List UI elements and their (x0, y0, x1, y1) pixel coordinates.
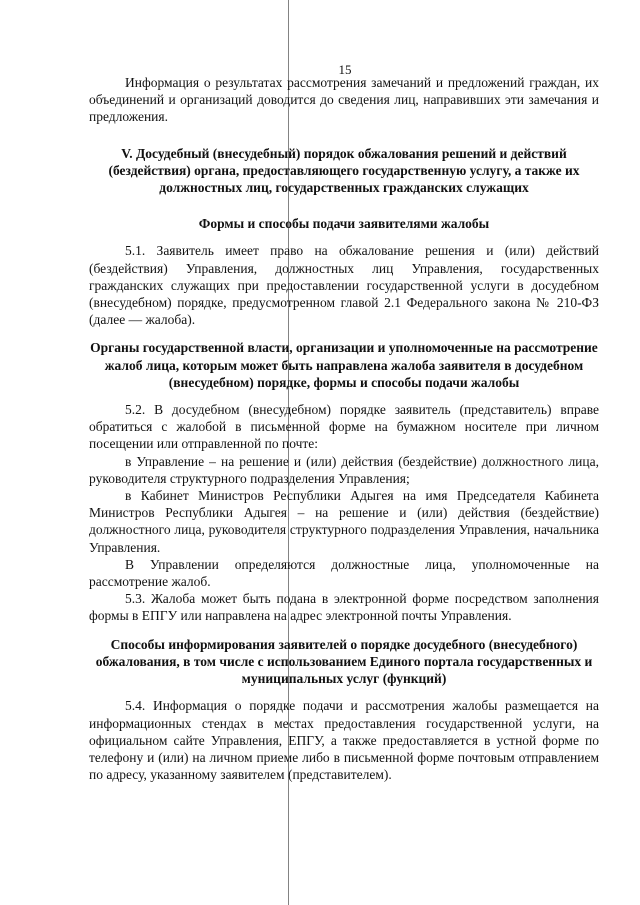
paragraph-5-2-officials: В Управлении определяются должностные лица, уполномоченные на рассмотрение жалоб. (89, 556, 599, 590)
paragraph-5-2-management: в Управление – на решение и (или) действия (бездействие) должностного лица, руководителя структурного подразделения Управления; (89, 453, 599, 486)
section-heading: V. Досудебный (внесудебный) порядок обжалования решений и действий (бездействия) органа, предоставляющего государственную услугу, а также их должностных лиц, государственных гражданских служащих (108, 145, 580, 196)
subheading-complaint-forms: Формы и способы подачи заявителями жалобы (198, 216, 490, 232)
document-body (89, 74, 599, 783)
paragraph-5-2: 5.2. В досудебном (внесудебном) порядке заявитель (представитель) вправе обратиться с жалобой в письменной форме на бумажном носителе при личном посещении или отправленной по почте: (89, 402, 599, 452)
paragraph-5-2-cabinet: в Кабинет Министров Республики Адыгея на имя Председателя Кабинета Министров Республики Адыгея – на решение и (или) действия (бездействие) должностного лица, руководителя структурного подразделения Управления, начальника Управления. (89, 488, 599, 555)
paragraph-5-4: 5.4. Информация о порядке подачи и рассмотрения жалобы размещается на информационных стендах в местах предоставления государственной услуги, на официальном сайте Управления, ЕПГУ, а также предоставляется в устной форме по телефону и (или) на личном приеме либо в письменной форме почтовым отправлением по адресу, указанному заявителем (представителем). (89, 698, 599, 783)
intro-paragraph: Информация о результатах рассмотрения замечаний и предложений граждан, их объединений и организаций доводится до сведения лиц, направивших эти замечания и предложения. (89, 75, 599, 125)
subheading-authorities: Органы государственной власти, организации и уполномоченные на рассмотрение жалоб лица, которым может быть направлена жалоба заявителя в досудебном (внесудебном) порядке, формы и способы подачи жалобы (90, 340, 598, 390)
paragraph-5-1: 5.1. Заявитель имеет право на обжалование решения и (или) действий (бездействия) Управления, должностных лиц Управления, государственных гражданских служащих при предоставлении государственной услуги в досудебном (внесудебном) порядке, предусмотренном главой 2.1 Федерального закона № 210-ФЗ (далее — жалоба). (89, 243, 599, 328)
subheading-informing: Способы информирования заявителей о порядке досудебного (внесудебного) обжалования, в том числе с использованием Единого портала государственных и муниципальных услуг (функций) (95, 636, 593, 687)
paragraph-5-3: 5.3. Жалоба может быть подана в электронной форме посредством заполнения формы в ЕПГУ или направлена на адрес электронной почты Управления. (89, 591, 599, 624)
page-number: 15 (338, 62, 352, 77)
